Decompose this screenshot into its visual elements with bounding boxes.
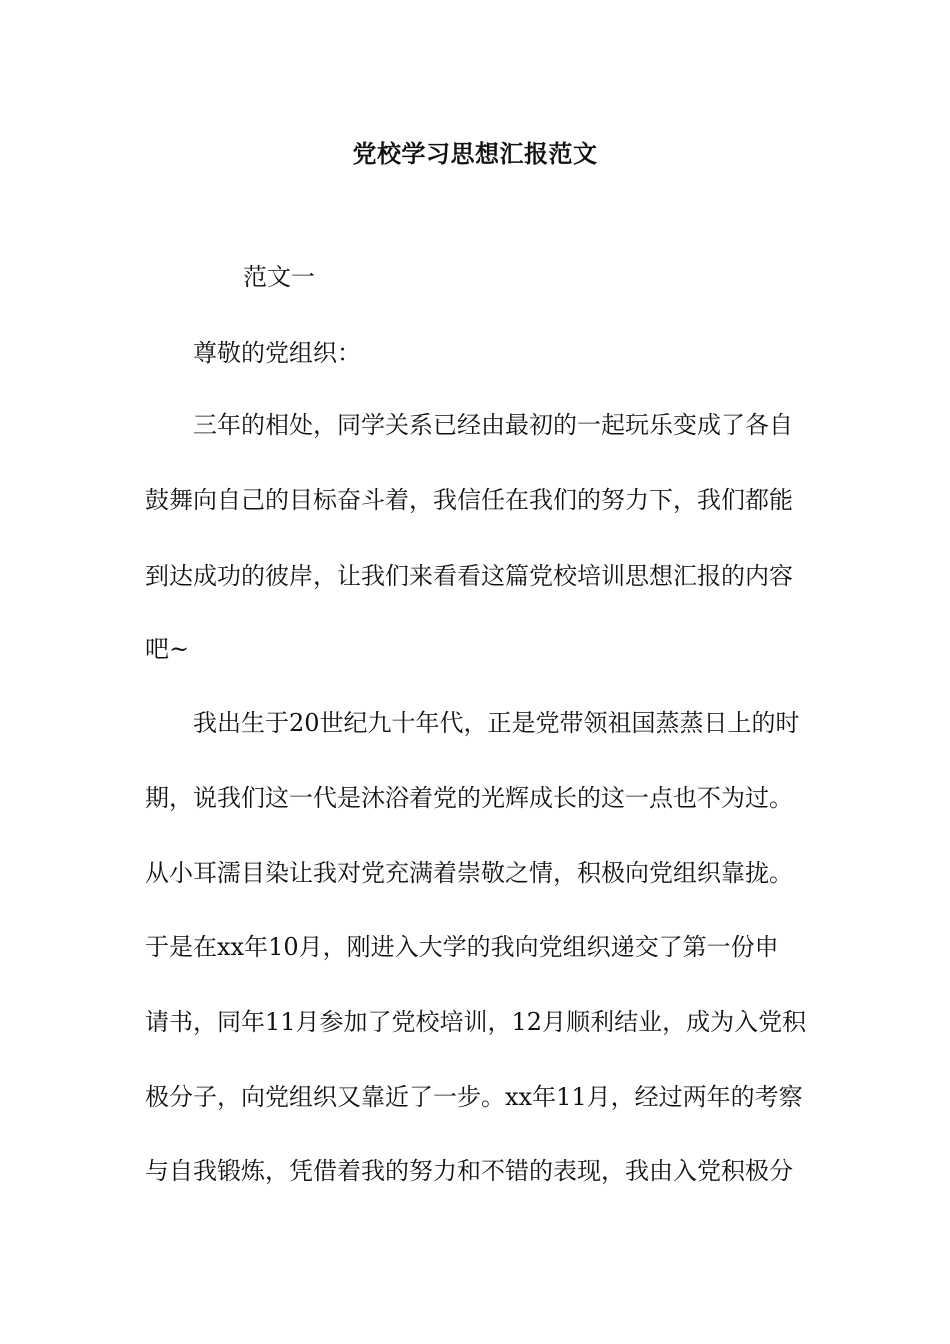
- paragraph-2-line-4: 于是在xx年10月，刚进入大学的我向党组织递交了第一份申: [145, 933, 779, 961]
- paragraph-1-line-3: 到达成功的彼岸，让我们来看看这篇党校培训思想汇报的内容: [145, 562, 793, 590]
- paragraph-2-line-1: 我出生于20世纪九十年代，正是党带领祖国蒸蒸日上的时: [193, 709, 800, 737]
- salutation: 尊敬的党组织：: [193, 339, 361, 367]
- paragraph-1-line-2: 鼓舞向自己的目标奋斗着，我信任在我们的努力下，我们都能: [145, 486, 793, 514]
- document-title: 党校学习思想汇报范文: [352, 139, 598, 168]
- paragraph-2-line-6: 极分子，向党组织又靠近了一步。xx年11月，经过两年的考察: [145, 1083, 803, 1111]
- paragraph-2-line-3: 从小耳濡目染让我对党充满着崇敬之情，积极向党组织靠拢。: [145, 859, 793, 887]
- paragraph-2-line-7: 与自我锻炼，凭借着我的努力和不错的表现，我由入党积极分: [145, 1157, 793, 1185]
- paragraph-1-line-1: 三年的相处，同学关系已经由最初的一起玩乐变成了各自: [193, 411, 793, 439]
- paragraph-1-line-4: 吧~: [145, 635, 190, 663]
- paragraph-2-line-2: 期，说我们这一代是沐浴着党的光辉成长的这一点也不为过。: [145, 784, 793, 812]
- paragraph-2-line-5: 请书，同年11月参加了党校培训，12月顺利结业，成为入党积: [145, 1008, 807, 1036]
- section-subheading: 范文一: [243, 263, 315, 291]
